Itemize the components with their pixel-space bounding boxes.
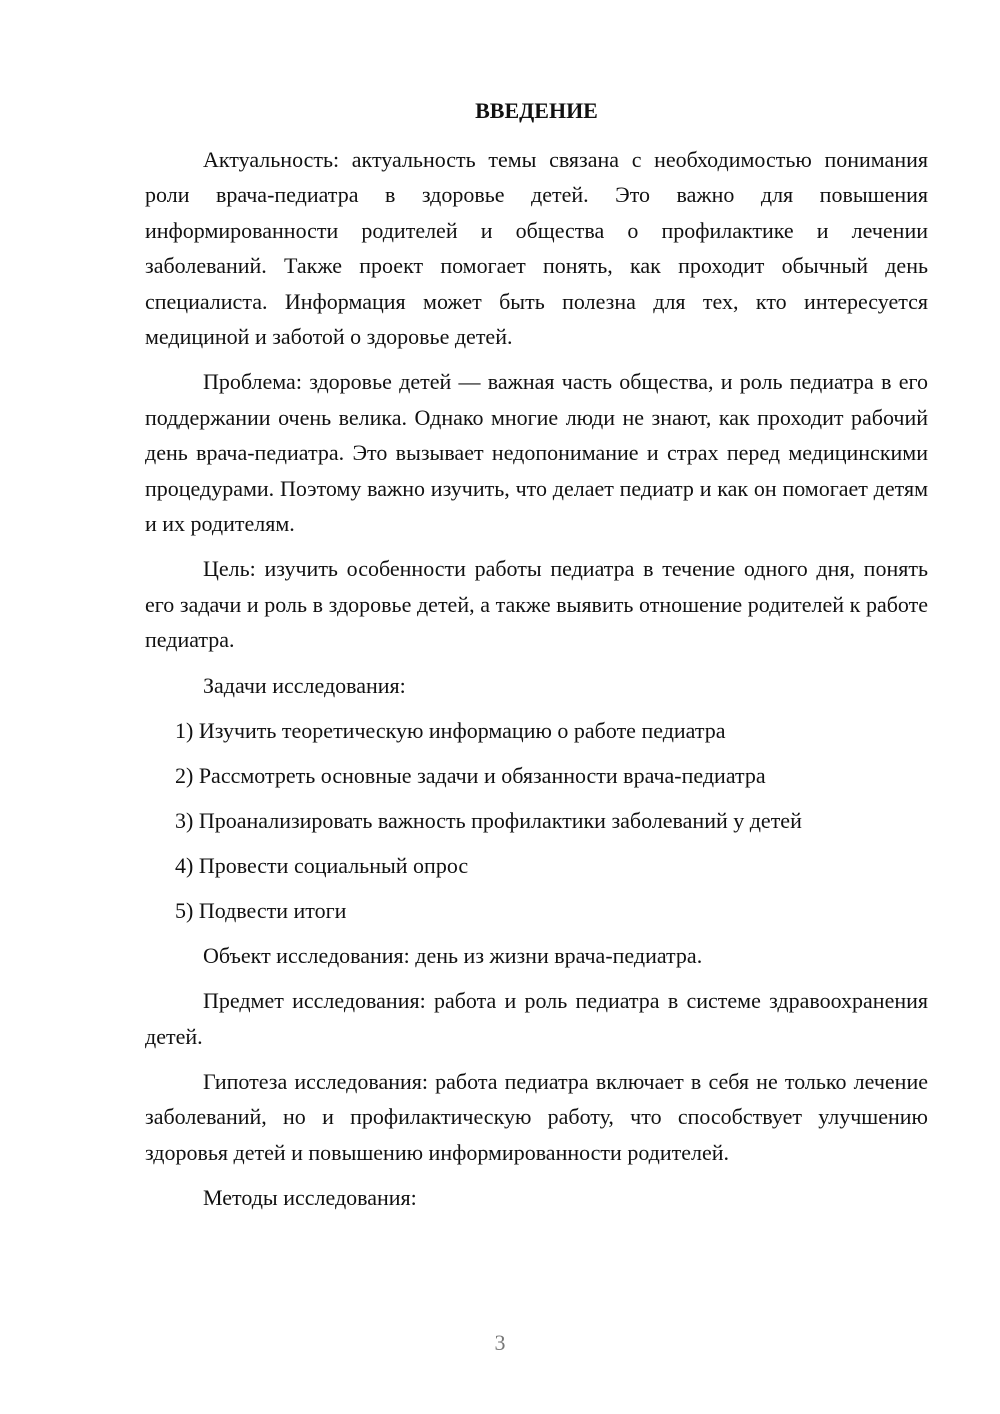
task-item: 1) Изучить теоретическую информацию о работе педиатра xyxy=(175,717,726,743)
relevance-paragraph: Актуальность: актуальность темы связана с необходимостью понимания роли врача-педиатра в здоровье детей. Это важно для повышения информированности родителей и общества о профилактике и лечении заболеваний. Также проект помогает понять, как проходит обычный день специалиста. Информация может быть полезна для тех, кто интересуется медициной и заботой о здоровье детей. xyxy=(145,147,928,350)
hypothesis-paragraph: Гипотеза исследования: работа педиатра включает в себя не только лечение заболеваний, но и профилактическую работу, что способствует улучшению здоровья детей и повышению информированности родителей. xyxy=(145,1068,928,1165)
subject-paragraph: Предмет исследования: работа и роль педиатра в системе здравоохранения детей. xyxy=(145,988,928,1049)
methods-heading: Методы исследования: xyxy=(203,1185,417,1211)
task-item: 3) Проанализировать важность профилактики заболеваний у детей xyxy=(175,807,802,833)
task-item: 2) Рассмотреть основные задачи и обязанности врача-педиатра xyxy=(175,762,766,788)
page-title: ВВЕДЕНИЕ xyxy=(475,98,598,123)
problem-paragraph: Проблема: здоровье детей — важная часть общества, и роль педиатра в его поддержании очень велика. Однако многие люди не знают, как проходит рабочий день врача-педиатра. Это вызывает недопонимание и страх перед медицинскими процедурами. Поэтому важно изучить, что делает педиатр и как он помогает детям и их родителям. xyxy=(145,369,928,537)
task-item: 5) Подвести итоги xyxy=(175,897,347,923)
document-page xyxy=(145,93,928,1225)
goal-paragraph: Цель: изучить особенности работы педиатра в течение одного дня, понять его задачи и роль в здоровье детей, а также выявить отношение родителей к работе педиатра. xyxy=(145,556,928,653)
tasks-heading: Задачи исследования: xyxy=(203,672,406,698)
object-paragraph: Объект исследования: день из жизни врача-педиатра. xyxy=(203,942,703,968)
task-item: 4) Провести социальный опрос xyxy=(175,852,469,878)
page-number: 3 xyxy=(494,1330,506,1355)
